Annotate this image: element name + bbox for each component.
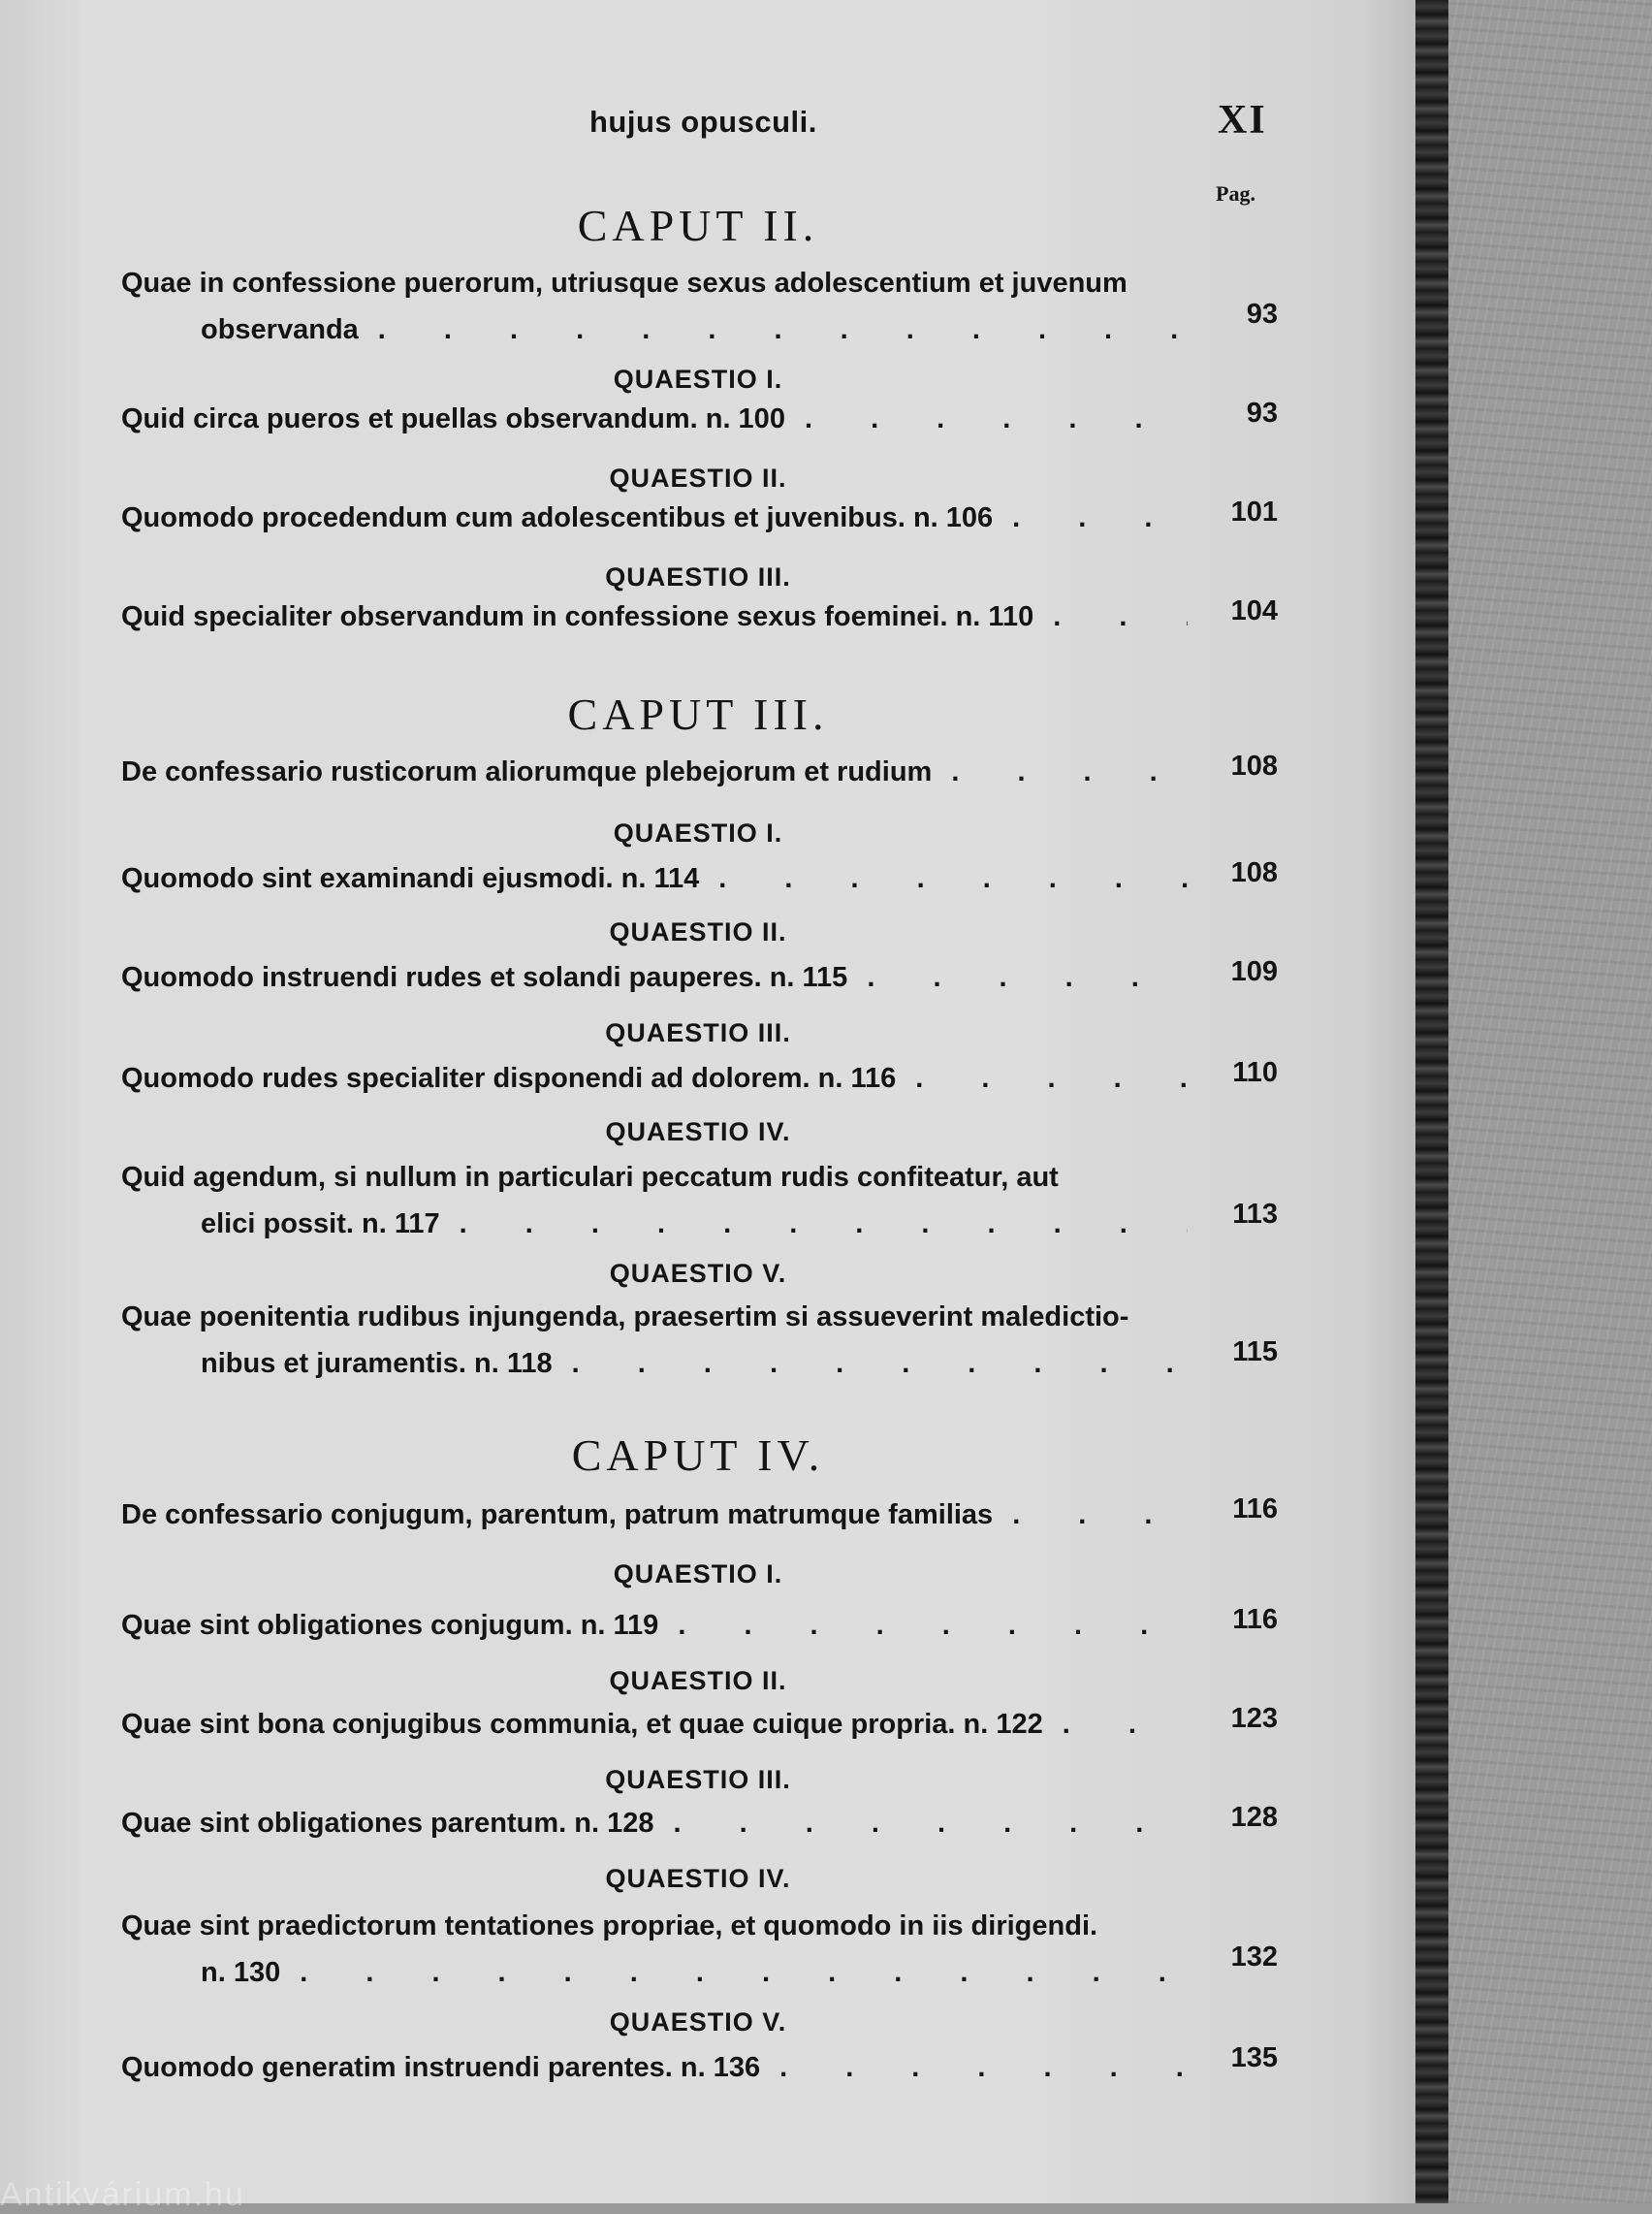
quaestio-heading: QUAESTIO I. bbox=[613, 1559, 783, 1588]
entry-page-number: 110 bbox=[1232, 1057, 1278, 1088]
entry-text: Quomodo sint examinandi ejusmodi. n. 114 bbox=[121, 863, 700, 894]
dot-leader bbox=[805, 396, 1188, 442]
toc-entry bbox=[121, 1055, 1188, 1102]
toc-entry bbox=[121, 1800, 1188, 1846]
quaestio-heading: QUAESTIO IV. bbox=[605, 1117, 791, 1146]
running-head-title: hujus opusculi. bbox=[589, 105, 817, 139]
toc-entry bbox=[121, 495, 1188, 541]
toc-entry bbox=[121, 2044, 1188, 2091]
entry-page-number: 104 bbox=[1230, 595, 1278, 626]
dot-leader bbox=[718, 855, 1188, 902]
entry-text: elici possit. n. 117 bbox=[201, 1208, 440, 1239]
quaestio-heading: QUAESTIO III. bbox=[605, 1765, 791, 1794]
toc-entry bbox=[121, 1154, 1188, 1247]
toc-entry bbox=[121, 1701, 1188, 1748]
toc-entry bbox=[121, 1492, 1188, 1538]
pag-column-label: Pag. bbox=[1216, 181, 1255, 206]
entry-text: Quomodo instruendi rudes et solandi pauperes. n. 115 bbox=[121, 962, 848, 993]
dot-leader bbox=[1063, 1701, 1188, 1748]
toc-entry bbox=[121, 396, 1188, 442]
running-head bbox=[0, 97, 1396, 145]
entry-text: Quomodo procedendum cum adolescentibus et juvenibus. n. 106 bbox=[121, 502, 994, 533]
entry-text: Quid circa pueros et puellas observandum. n. 100 bbox=[121, 403, 785, 434]
entry-page-number: 135 bbox=[1230, 2042, 1278, 2073]
entry-page-number: 132 bbox=[1230, 1941, 1278, 1973]
quaestio-heading: QUAESTIO II. bbox=[609, 464, 787, 493]
entry-text: Quomodo generatim instruendi parentes. n. 136 bbox=[121, 2052, 761, 2083]
entry-text: Quae poenitentia rudibus injungenda, praesertim si assueverint maledictio- bbox=[121, 1301, 1129, 1332]
entry-text: Quae sint bona conjugibus communia, et quae cuique propria. n. 122 bbox=[121, 1709, 1043, 1740]
dot-leader bbox=[460, 1201, 1188, 1247]
watermark-text: Antikvárium.hu bbox=[0, 2176, 245, 2213]
entry-page-number: 101 bbox=[1230, 497, 1278, 528]
entry-page-number: 116 bbox=[1232, 1604, 1278, 1635]
quaestio-heading: QUAESTIO IV. bbox=[605, 1864, 791, 1893]
entry-text: Quae sint obligationes parentum. n. 128 bbox=[121, 1808, 654, 1839]
entry-text: n. 130 bbox=[201, 1957, 281, 1988]
entry-page-number: 93 bbox=[1246, 299, 1278, 330]
entry-page-number: 116 bbox=[1232, 1493, 1278, 1524]
entry-page-number: 128 bbox=[1230, 1802, 1278, 1833]
book-binding bbox=[1415, 0, 1448, 2203]
roman-page-number: XI bbox=[1218, 98, 1267, 143]
entry-text: Quomodo rudes specialiter disponendi ad dolorem. n. 116 bbox=[121, 1063, 897, 1094]
toc-entry bbox=[121, 260, 1188, 353]
toc-entry bbox=[121, 954, 1188, 1001]
caput-heading: CAPUT III. bbox=[567, 690, 829, 739]
toc-entry bbox=[121, 1294, 1188, 1387]
quaestio-heading: QUAESTIO I. bbox=[613, 818, 783, 848]
dot-leader bbox=[300, 1949, 1188, 1996]
dot-leader bbox=[779, 2044, 1188, 2091]
entry-page-number: 108 bbox=[1230, 857, 1278, 888]
entry-text: Quae sint praedictorum tentationes propriae, et quomodo in iis dirigendi. bbox=[121, 1910, 1098, 1941]
toc-entry bbox=[121, 855, 1188, 902]
entry-page-number: 108 bbox=[1230, 751, 1278, 782]
entry-text: Quae in confessione puerorum, utriusque sexus adolescentium et juvenum bbox=[121, 268, 1128, 299]
entry-text: De confessario rusticorum aliorumque plebejorum et rudium bbox=[121, 756, 933, 787]
entry-text: De confessario conjugum, parentum, patrum matrumque familias bbox=[121, 1499, 994, 1530]
dot-leader bbox=[1012, 1492, 1188, 1538]
entry-page-number: 109 bbox=[1230, 956, 1278, 987]
entry-text: observanda bbox=[201, 314, 359, 345]
caput-heading: CAPUT II. bbox=[577, 201, 819, 250]
quaestio-heading: QUAESTIO II. bbox=[609, 1666, 787, 1695]
entry-text: Quid agendum, si nullum in particulari peccatum rudis confiteatur, aut bbox=[121, 1162, 1059, 1193]
caput-heading: CAPUT IV. bbox=[571, 1430, 825, 1480]
dot-leader bbox=[915, 1055, 1188, 1102]
dot-leader bbox=[867, 954, 1188, 1001]
quaestio-heading: QUAESTIO I. bbox=[613, 365, 783, 394]
toc-entry bbox=[121, 1903, 1188, 1996]
book-cover bbox=[1448, 0, 1652, 2203]
quaestio-heading: QUAESTIO III. bbox=[605, 562, 791, 592]
dot-leader bbox=[572, 1340, 1188, 1387]
entry-text: nibus et juramentis. n. 118 bbox=[201, 1348, 553, 1379]
quaestio-heading: QUAESTIO III. bbox=[605, 1018, 791, 1047]
quaestio-heading: QUAESTIO V. bbox=[609, 2007, 787, 2037]
entry-text: Quid specialiter observandum in confessione sexus foeminei. n. 110 bbox=[121, 601, 1034, 632]
entry-text: Quae sint obligationes conjugum. n. 119 bbox=[121, 1610, 659, 1641]
entry-page-number: 123 bbox=[1230, 1703, 1278, 1734]
quaestio-heading: QUAESTIO V. bbox=[609, 1259, 787, 1288]
dot-leader bbox=[1012, 495, 1188, 541]
entry-page-number: 113 bbox=[1232, 1199, 1278, 1230]
dot-leader bbox=[1053, 594, 1188, 640]
quaestio-heading: QUAESTIO II. bbox=[609, 917, 787, 947]
toc-entry bbox=[121, 594, 1188, 640]
dot-leader bbox=[678, 1602, 1188, 1649]
entry-page-number: 93 bbox=[1246, 398, 1278, 429]
dot-leader bbox=[378, 306, 1188, 353]
entry-page-number: 115 bbox=[1232, 1336, 1278, 1367]
toc-entry bbox=[121, 1602, 1188, 1649]
toc-entry bbox=[121, 749, 1188, 795]
dot-leader bbox=[951, 749, 1188, 795]
dot-leader bbox=[674, 1800, 1189, 1846]
